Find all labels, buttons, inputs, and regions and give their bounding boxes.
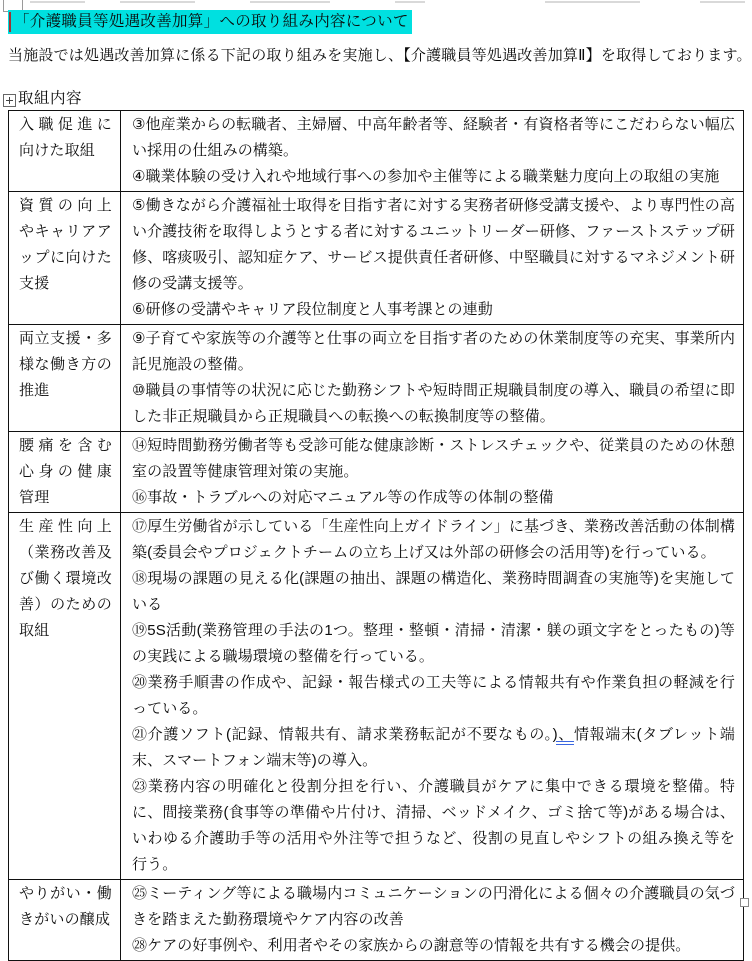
category-cell <box>9 325 121 432</box>
category-line: 腰痛を含む <box>19 437 112 454</box>
cut-off-text-artifact <box>395 1 425 3</box>
page-title: 「介護職員等処遇改善加算」への取り組み内容について <box>8 10 412 34</box>
category-line: 管理 <box>19 489 50 506</box>
category-line: ップに向けた <box>19 249 112 266</box>
category-line: 支援 <box>19 275 50 292</box>
category-line: きがいの醸成 <box>19 911 111 928</box>
table-row <box>9 192 744 325</box>
initiative-item: ④職業体験の受け入れや地域行事への参加や主催等による職業魅力度向上の取組の実施 <box>132 168 720 185</box>
initiative-item: ⑥研修の受講やキャリア段位制度と人事考課との連動 <box>132 301 493 318</box>
category-line: 入職促進に <box>19 116 112 133</box>
table-move-handle-icon[interactable] <box>3 94 16 107</box>
category-cell <box>9 111 121 192</box>
cut-off-text-artifact <box>250 1 330 3</box>
category-line: やりがい・働 <box>19 885 112 902</box>
details-cell <box>121 513 744 880</box>
initiatives-table-body <box>9 111 744 961</box>
initiative-item: ㉘ケアの好事例や、利用者やその家族からの謝意等の情報を共有する機会の提供。 <box>132 937 691 954</box>
category-cell <box>9 880 121 961</box>
category-line: 心身の健康 <box>19 463 112 480</box>
details-cell <box>121 325 744 432</box>
cut-off-text-artifact <box>700 1 745 3</box>
table-row <box>9 432 744 513</box>
table-row <box>9 513 744 880</box>
category-cell <box>9 513 121 880</box>
details-cell <box>121 880 744 961</box>
initiative-item: ⑩職員の事情等の状況に応じた勤務シフトや短時間正規職員制度の導入、職員の希望に即した非正規職員から正規職員への転換への転換制度等の整備。 <box>132 382 735 425</box>
table-row <box>9 880 744 961</box>
initiative-item: ⑱現場の課題の見える化(課題の抽出、課題の構造化、業務時間調査の実施等)を実施している <box>132 570 735 613</box>
initiative-item: ⑰厚生労働省が示している「生産性向上ガイドライン」に基づき、業務改善活動の体制構築(委員会やプロジェクトチームの立ち上げ又は外部の研修会の活用等)を行っている。 <box>132 518 735 561</box>
initiative-item: ⑨子育てや家族等の介護等と仕事の両立を目指す者のための休業制度等の充実、事業所内託児施設の整備。 <box>132 330 735 373</box>
initiative-item: ⑤働きながら介護福祉士取得を目指す者に対する実務者研修受講支援や、より専門性の高い介護技術を取得しようとする者に対するユニットリーダー研修、ファーストステップ研修、喀痰吸引、認知症ケア、サービス提供責任者研修、中堅職員に対するマネジメント研修の受講支援等。 <box>132 197 735 292</box>
category-line: やキャリアア <box>19 223 112 240</box>
details-cell <box>121 432 744 513</box>
category-line: 様な働き方の <box>19 356 112 373</box>
intro-paragraph: 当施設では処遇改善加算に係る下記の取り組みを実施し、【介護職員等処遇改善加算Ⅱ】を取得しております。 <box>8 47 752 64</box>
table-label: 取組内容 <box>18 90 83 107</box>
initiative-item: ⑲5S活動(業務管理の手法の1つ。整理・整頓・清掃・清潔・躾の頭文字をとったもの)等の実践による職場環境の整備を行っている。 <box>132 622 735 665</box>
initiative-item: ⑯事故・トラブルへの対応マニュアル等の作成等の体制の整備 <box>132 489 554 506</box>
initiative-item: ㉓業務内容の明確化と役割分担を行い、介護職員がケアに集中できる環境を整備。特に、間接業務(食事等の準備や片付け、清掃、ベッドメイク、ゴミ捨て等)がある場合は、いわゆる介護助手等の活用や外注等で担うなど、役割の見直しやシフトの組み換え等を行う。 <box>132 778 735 873</box>
category-line: 生産性向上 <box>19 518 112 535</box>
table-resize-handle[interactable] <box>740 898 749 907</box>
category-line: び働く環境改 <box>19 570 112 587</box>
text-cursor <box>9 12 11 32</box>
category-line: （業務改善及 <box>19 544 112 561</box>
details-cell <box>121 192 744 325</box>
category-line: 両立支援・多 <box>19 330 112 347</box>
category-line: 取組 <box>19 622 50 639</box>
category-line: 善）のための <box>19 596 112 613</box>
category-line: 資質の向上 <box>19 197 112 214</box>
table-row <box>9 325 744 432</box>
table-row <box>9 111 744 192</box>
initiative-item: ㉕ミーティング等による職場内コミュニケーションの円滑化による個々の介護職員の気づきを踏まえた勤務環境やケア内容の改善 <box>132 885 735 928</box>
item-text: 情報端末(タブレット端末、スマートフォン端末等)の導入。 <box>132 726 735 769</box>
category-cell <box>9 432 121 513</box>
cut-off-text-artifact <box>545 1 640 3</box>
details-cell <box>121 111 744 192</box>
initiative-item: ③他産業からの転職者、主婦層、中高年齢者等、経験者・有資格者等にこだわらない幅広い採用の仕組みの構築。 <box>132 116 735 159</box>
category-cell <box>9 192 121 325</box>
initiatives-table <box>8 110 744 961</box>
initiative-item: ⑳業務手順書の作成や、記録・報告様式の工夫等による情報共有や作業負担の軽減を行っている。 <box>132 674 735 717</box>
initiative-item: ⑭短時間勤務労働者等も受診可能な健康診断・ストレスチェックや、従業員のための休憩室の設置等健康管理対策の実施。 <box>132 437 735 480</box>
category-line: 向けた取組 <box>19 142 96 159</box>
initiative-item <box>132 722 735 774</box>
category-line: 推進 <box>19 382 50 399</box>
item-text: ㉑介護ソフト(記録、情報共有、請求業務転記が不要なもの。 <box>132 726 553 743</box>
grammar-check-underline: )、 <box>552 726 574 743</box>
cut-off-text-artifact <box>120 1 195 3</box>
cut-off-text-artifact <box>30 1 85 3</box>
